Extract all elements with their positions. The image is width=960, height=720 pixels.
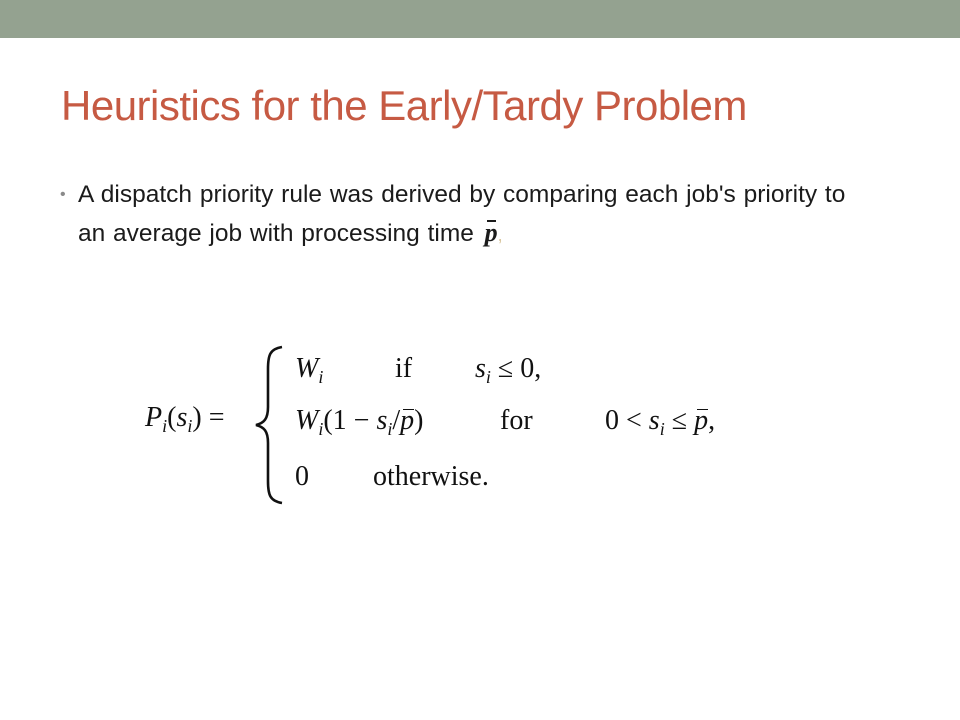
top-accent-bar <box>0 0 960 38</box>
case3-value: 0 <box>295 461 309 492</box>
case1-keyword: if <box>395 353 413 384</box>
formula-lhs: $P_i(s_i)$ = <box>145 402 225 436</box>
bullet-list <box>58 176 858 254</box>
priority-formula <box>145 345 805 510</box>
case1-condition: $s_i \le 0$, <box>475 353 542 387</box>
left-brace <box>252 345 292 505</box>
p-bar-symbol: p <box>482 214 498 252</box>
bullet-item <box>58 176 858 254</box>
bullet-marker: • <box>60 186 66 203</box>
case2-condition: $0 < s_i \le p$, <box>605 405 716 439</box>
bullet-text: A dispatch priority rule was derived by comparing each job's priority to an average job with processing time <box>78 181 846 247</box>
case1-value: $W_i$ <box>295 353 324 387</box>
case2-keyword: for <box>500 405 533 436</box>
case2-value: $W_i(1 - s_i/p)$ <box>295 405 424 439</box>
slide-title: Heuristics for the Early/Tardy Problem <box>61 82 747 129</box>
case3-condition: otherwise. <box>373 461 489 492</box>
bullet-trailing-comma: , <box>497 225 503 245</box>
